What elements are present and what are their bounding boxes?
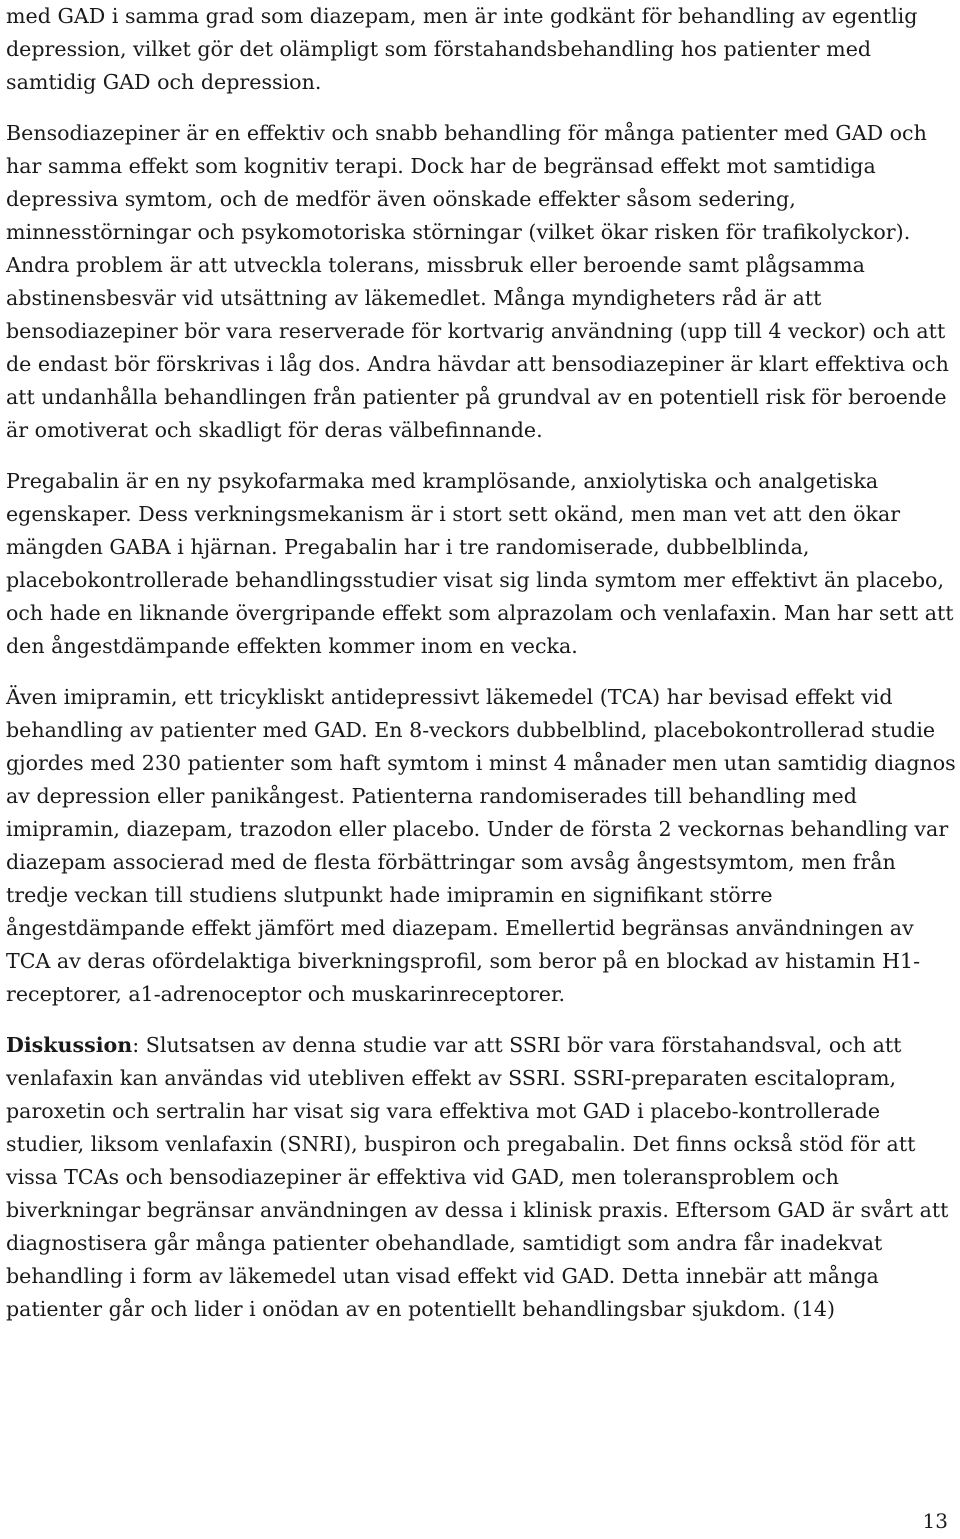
page-number: 13 — [922, 1509, 948, 1533]
document-body — [6, 0, 956, 1326]
paragraph-gad-treatment-intro: med GAD i samma grad som diazepam, men är inte godkänt för behandling av egentlig depression, vilket gör det olämpligt som förstahandsbehandling hos patienter med samtidig GAD och depression. — [6, 4, 918, 94]
paragraph-imipramine: Även imipramin, ett tricykliskt antidepressivt läkemedel (TCA) har bevisad effekt vid behandling av patienter med GAD. En 8-veckors dubbelblind, placebokontrollerad studie gjordes med 230 patienter som haft symtom i minst 4 månader men utan samtidig diagnos av depression eller panikångest. Patienterna randomiserades till behandling med imipramin, diazepam, trazodon eller placebo. Under de första 2 veckornas behandling var diazepam associerad med de flesta förbättringar som avsåg ångestsymtom, men från tredje veckan till studiens slutpunkt hade imipramin en signifikant större ångestdämpande effekt jämfört med diazepam. Emellertid begränsas användningen av TCA av deras ofördelaktiga biverkningsprofil, som beror på en blockad av histamin H1-receptorer, a1-adrenoceptor och muskarinreceptorer. — [6, 685, 956, 1006]
discussion-text: Slutsatsen av denna studie var att SSRI bör vara förstahandsval, och att venlafaxin kan användas vid utebliven effekt av SSRI. SSRI-preparaten escitalopram, paroxetin och sertralin har visat sig vara effektiva mot GAD i placebo-kontrollerade studier, liksom venlafaxin (SNRI), buspiron och pregabalin. Det finns också stöd för att vissa TCAs och bensodiazepiner är effektiva vid GAD, men toleransproblem och biverkningar begränsar användningen av dessa i klinisk praxis. Eftersom GAD är svårt att diagnostisera går många patienter obehandlade, samtidigt som andra får inadekvat behandling i form av läkemedel utan visad effekt vid GAD. Detta innebär att många patienter går och lider i onödan av en potentiellt behandlingsbar sjukdom. (14) — [6, 1033, 949, 1321]
paragraph-pregabalin: Pregabalin är en ny psykofarmaka med kramplösande, anxiolytiska och analgetiska egenskaper. Dess verkningsmekanism är i stort sett okänd, men man vet att den ökar mängden GABA i hjärnan. Pregabalin har i tre randomiserade, dubbelblinda, placebokontrollerade behandlingsstudier visat sig linda symtom mer effektivt än placebo, och hade en liknande övergripande effekt som alprazolam och venlafaxin. Man har sett att den ångestdämpande effekten kommer inom en vecka. — [6, 469, 954, 658]
discussion-separator: : — [132, 1033, 146, 1057]
discussion-heading: Diskussion — [6, 1033, 133, 1057]
paragraph-benzodiazepines: Bensodiazepiner är en effektiv och snabb behandling för många patienter med GAD och har samma effekt som kognitiv terapi. Dock har de begränsad effekt mot samtidiga depressiva symtom, och de medför även oönskade effekter såsom sedering, minnesstörningar och psykomotoriska störningar (vilket ökar risken för trafikolyckor). Andra problem är att utveckla tolerans, missbruk eller beroende samt plågsamma abstinensbesvär vid utsättning av läkemedlet. Många myndigheters råd är att bensodiazepiner bör vara reserverade för kortvarig användning (upp till 4 veckor) och att de endast bör förskrivas i låg dos. Andra hävdar att bensodiazepiner är klart effektiva och att undanhålla behandlingen från patienter på grundval av en potentiell risk för beroende är omotiverat och skadligt för deras välbefinnande. — [6, 121, 949, 442]
paragraph-discussion — [6, 1029, 956, 1326]
